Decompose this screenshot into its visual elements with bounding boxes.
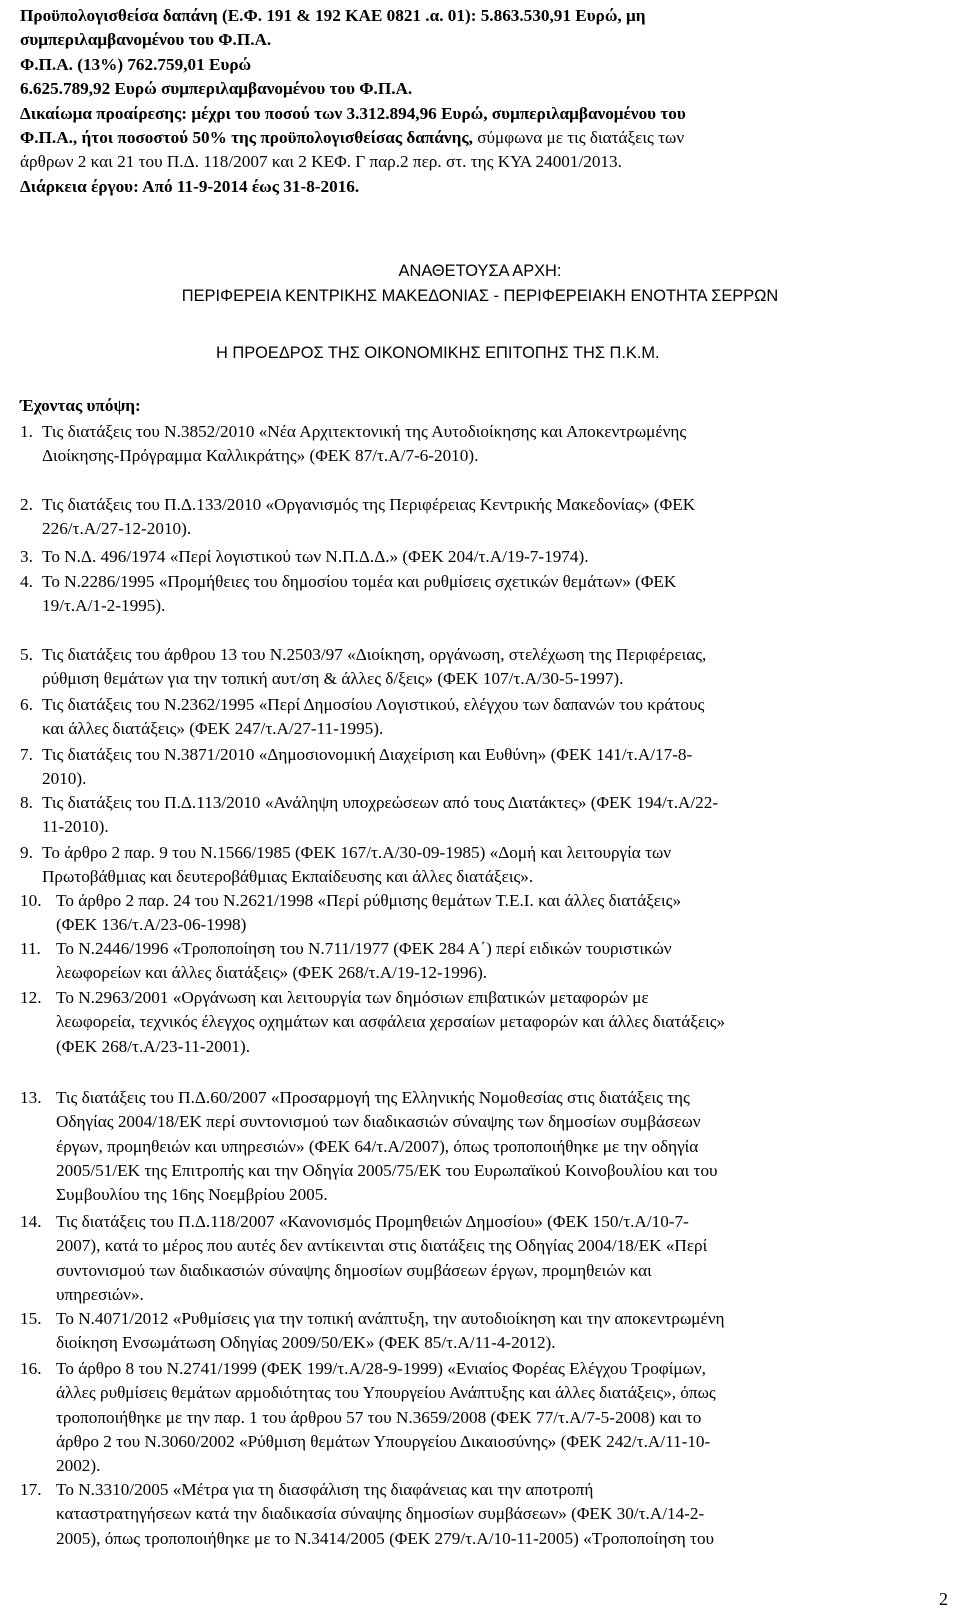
list-item [20, 1086, 944, 1207]
committee-heading: Η ΠΡΟΕΔΡΟΣ ΤΗΣ ΟΙΚΟΝΟΜΙΚΗΣ ΕΠΙΤΟΠΗΣ ΤΗΣ Π.Κ.Μ. [216, 344, 660, 362]
list-item-line: Τις διατάξεις του Π.Δ.113/2010 «Ανάληψη υποχρεώσεων από τους Διατάκτες» (ΦΕΚ 194/τ.Α/22- [42, 793, 719, 812]
list-item [20, 570, 944, 619]
list-item-line: 2010). [42, 769, 87, 789]
list-item-line: Το Ν.4071/2012 «Ρυθμίσεις για την τοπική ανάπτυξη, την αυτοδιοίκηση και την αποκεντρωμένη [56, 1309, 725, 1328]
list-item-line: έργων, προμηθειών και υπηρεσιών» (ΦΕΚ 64/τ.Α/2007), όπως τροποποιήθηκε με την οδηγία [56, 1136, 699, 1156]
list-item-line: Το Ν.3310/2005 «Μέτρα για τη διασφάλιση της διαφάνειας και την αποτροπή [56, 1480, 594, 1499]
list-item-number: 8. [20, 793, 33, 812]
list-item-number: 15. [20, 1309, 42, 1328]
list-item-line: άρθρο 2 του Ν.3060/2002 «Ρύθμιση θεμάτων Υπουργείου Δικαιοσύνης» (ΦΕΚ 242/τ.Α/11-10- [56, 1431, 711, 1451]
list-item-line: Τις διατάξεις του Ν.3871/2010 «Δημοσιονομική Διαχείριση και Ευθύνη» (ΦΕΚ 141/τ.Α/17-8- [42, 745, 693, 764]
list-item-number: 12. [20, 988, 42, 1007]
list-item-line: Το Ν.Δ. 496/1974 «Περί λογιστικού των Ν.Π.Δ.Δ.» (ΦΕΚ 204/τ.Α/19-7-1974). [42, 547, 589, 566]
list-item-number: 16. [20, 1359, 42, 1378]
list-item-line: 226/τ.Α/27-12-2010). [42, 519, 192, 539]
list-item-line: Τις διατάξεις του Ν.2362/1995 «Περί Δημοσίου Λογιστικού, ελέγχου των δαπανών του κράτους [42, 695, 705, 714]
list-item-number: 17. [20, 1480, 42, 1499]
total-line: 6.625.789,92 Ευρώ συμπεριλαμβανομένου του Φ.Π.Α. [20, 79, 413, 99]
list-item-line: Τις διατάξεις του Π.Δ.60/2007 «Προσαρμογή της Ελληνικής Νομοθεσίας στις διατάξεις της [56, 1088, 690, 1107]
list-item-line: Το άρθρο 2 παρ. 24 του Ν.2621/1998 «Περί ρύθμισης θεμάτων Τ.Ε.Ι. και άλλες διατάξεις» [56, 891, 682, 910]
list-item-line: τροποποιήθηκε με την παρ. 1 του άρθρου 57 του Ν.3659/2008 (ΦΕΚ 77/τ.Α/7-5-2008) και το [56, 1407, 702, 1427]
list-item [20, 889, 944, 938]
list-item-number: 14. [20, 1212, 42, 1231]
considering-label: Έχοντας υπόψη: [20, 396, 141, 415]
list-item-line: λεωφορεία, τεχνικός έλεγχος οχημάτων και ασφάλεια χερσαίων μεταφορών και άλλες διατάξεις» [56, 1012, 726, 1032]
list-item-number: 7. [20, 745, 33, 764]
list-item [20, 493, 944, 542]
list-item-line: Το Ν.2446/1996 «Τροποποίηση του Ν.711/1977 (ΦΕΚ 284 Α΄) περί ειδικών τουριστικών [56, 939, 672, 958]
list-item [20, 743, 944, 792]
page-number: 2 [939, 1589, 948, 1609]
list-item-line: και άλλες διατάξεις» (ΦΕΚ 247/τ.Α/27-11-1995). [42, 719, 384, 739]
option-right-line: Δικαίωμα προαίρεσης: μέχρι του ποσού των 3.312.894,96 Ευρώ, συμπεριλαμβανομένου του [20, 103, 686, 123]
list-item-number: 10. [20, 891, 42, 910]
list-item-line: 19/τ.Α/1-2-1995). [42, 596, 166, 616]
list-item-line: υπηρεσιών». [56, 1284, 144, 1304]
list-item-line: άλλες ρυθμίσεις θεμάτων αρμοδιότητας του Υπουργείου Ανάπτυξης και άλλες διατάξεις», όπως [56, 1383, 716, 1403]
list-item-line: 2007), κατά το μέρος που αυτές δεν αντίκεινται στις διατάξεις της Οδηγίας 2004/18/ΕΚ «Περί [56, 1236, 708, 1256]
list-item-line: Οδηγίας 2004/18/ΕΚ περί συντονισμού των διαδικασιών σύναψης των δημοσίων συμβάσεων [56, 1112, 701, 1132]
list-item-line: Το άρθρο 8 του Ν.2741/1999 (ΦΕΚ 199/τ.Α/28-9-1999) «Ενιαίος Φορέας Ελέγχου Τροφίμων, [56, 1359, 706, 1378]
list-item-line: συντονισμού των διαδικασιών σύναψης δημοσίων συμβάσεων έργων, προμηθειών και [56, 1260, 652, 1280]
list-item-number: 5. [20, 645, 33, 664]
list-item-line: Το άρθρο 2 παρ. 9 του Ν.1566/1985 (ΦΕΚ 167/τ.Α/30-09-1985) «Δομή και λειτουργία των [42, 843, 672, 862]
list-item [20, 937, 944, 986]
list-item [20, 1478, 944, 1551]
list-item-number: 11. [20, 939, 41, 958]
list-item-line: Διοίκησης-Πρόγραμμα Καλλικράτης» (ΦΕΚ 87/τ.Α/7-6-2010). [42, 446, 479, 466]
option-percent-line [20, 126, 944, 150]
list-item-line: Τις διατάξεις του άρθρου 13 του Ν.2503/97 «Διοίκηση, οργάνωση, στελέχωση της Περιφέρειας, [42, 645, 707, 664]
list-item-number: 3. [20, 547, 33, 566]
list-item-line: διοίκηση Ενσωμάτωση Οδηγίας 2009/50/ΕΚ» (ΦΕΚ 85/τ.Α/11-4-2012). [56, 1333, 556, 1353]
list-item-line: Συμβουλίου της 16ης Νοεμβρίου 2005. [56, 1185, 328, 1205]
duration-line: Διάρκεια έργου: Από 11-9-2014 έως 31-8-2016. [20, 176, 360, 196]
list-item-line: Τις διατάξεις του Π.Δ.133/2010 «Οργανισμός της Περιφέρειας Κεντρικής Μακεδονίας» (ΦΕΚ [42, 495, 696, 514]
list-item [20, 420, 944, 469]
budget-header [20, 4, 944, 199]
list-item-number: 2. [20, 495, 33, 514]
list-item-line: (ΦΕΚ 136/τ.Α/23-06-1998) [56, 915, 247, 935]
list-item-line: καταστρατηγήσεων κατά την διαδικασία σύναψης δημοσίων συμβάσεων» (ΦΕΚ 30/τ.Α/14-2- [56, 1504, 705, 1524]
list-item-line: ρύθμιση θεμάτων για την τοπική αυτ/ση & άλλες δ/ξεις» (ΦΕΚ 107/τ.Α/30-5-1997). [42, 669, 624, 689]
budget-line: συμπεριλαμβανομένου του Φ.Π.Α. [20, 30, 272, 50]
list-item-line: 2005), όπως τροποποιήθηκε με το Ν.3414/2005 (ΦΕΚ 279/τ.Α/10-11-2005) «Τροποποίηση του [56, 1528, 715, 1548]
list-item [20, 841, 944, 890]
list-item-number: 4. [20, 572, 33, 591]
list-item-line: (ΦΕΚ 268/τ.Α/23-11-2001). [56, 1036, 251, 1056]
list-item-number: 1. [20, 422, 33, 441]
list-item [20, 986, 944, 1059]
list-item-line: λεωφορείων και άλλες διατάξεις» (ΦΕΚ 268/τ.Α/19-12-1996). [56, 963, 488, 983]
vat-line: Φ.Π.Α. (13%) 762.759,01 Ευρώ [20, 54, 252, 74]
list-item [20, 791, 944, 840]
list-item-line: Το Ν.2963/2001 «Οργάνωση και λειτουργία των δημόσιων επιβατικών μεταφορών με [56, 988, 649, 1007]
list-item-line: 2002). [56, 1456, 101, 1476]
list-item [20, 693, 944, 742]
list-item-number: 13. [20, 1088, 42, 1107]
list-item-number: 9. [20, 843, 33, 862]
list-item-line: Τις διατάξεις του Ν.3852/2010 «Νέα Αρχιτεκτονική της Αυτοδιοίκησης και Αποκεντρωμένης [42, 422, 687, 441]
list-item [20, 1210, 944, 1307]
list-item-line: 11-2010). [42, 817, 109, 837]
budget-line: Προϋπολογισθείσα δαπάνη (Ε.Φ. 191 & 192 ΚΑΕ 0821 .α. 01): 5.863.530,91 Ευρώ, μη [20, 6, 646, 25]
list-item-line: 2005/51/ΕΚ της Επιτροπής και την Οδηγία 2005/75/ΕΚ του Ευρωπαϊκού Κοινοβουλίου και του [56, 1160, 718, 1180]
list-item-line: Πρωτοβάθμιας και δευτεροβάθμιας Εκπαίδευσης και άλλες διατάξεις». [42, 867, 534, 887]
list-item [20, 1307, 944, 1356]
authority-title: ΑΝΑΘΕΤΟΥΣΑ ΑΡΧΗ: [398, 262, 562, 280]
option-percent-normal: σύμφωνα με τις διατάξεις των [472, 128, 685, 148]
list-item [20, 1357, 944, 1478]
list-item-number: 6. [20, 695, 33, 714]
list-item [20, 643, 944, 692]
list-item [20, 545, 944, 569]
list-item-line: Το Ν.2286/1995 «Προμήθειες του δημοσίου τομέα και ρυθμίσεις σχετικών θεμάτων» (ΦΕΚ [42, 572, 677, 591]
list-item-line: Τις διατάξεις του Π.Δ.118/2007 «Κανονισμός Προμηθειών Δημοσίου» (ΦΕΚ 150/τ.Α/10-7- [56, 1212, 689, 1231]
legal-basis-line: άρθρων 2 και 21 του Π.Δ. 118/2007 και 2 ΚΕΦ. Γ παρ.2 περ. στ. της ΚΥΑ 24001/2013. [20, 152, 622, 172]
authority-name: ΠΕΡΙΦΕΡΕΙΑ ΚΕΝΤΡΙΚΗΣ ΜΑΚΕΔΟΝΙΑΣ - ΠΕΡΙΦΕΡΕΙΑΚΗ ΕΝΟΤΗΤΑ ΣΕΡΡΩΝ [181, 287, 779, 305]
option-percent-bold: Φ.Π.Α., ήτοι ποσοστού 50% της προϋπολογισθείσας δαπάνης, [20, 128, 473, 148]
